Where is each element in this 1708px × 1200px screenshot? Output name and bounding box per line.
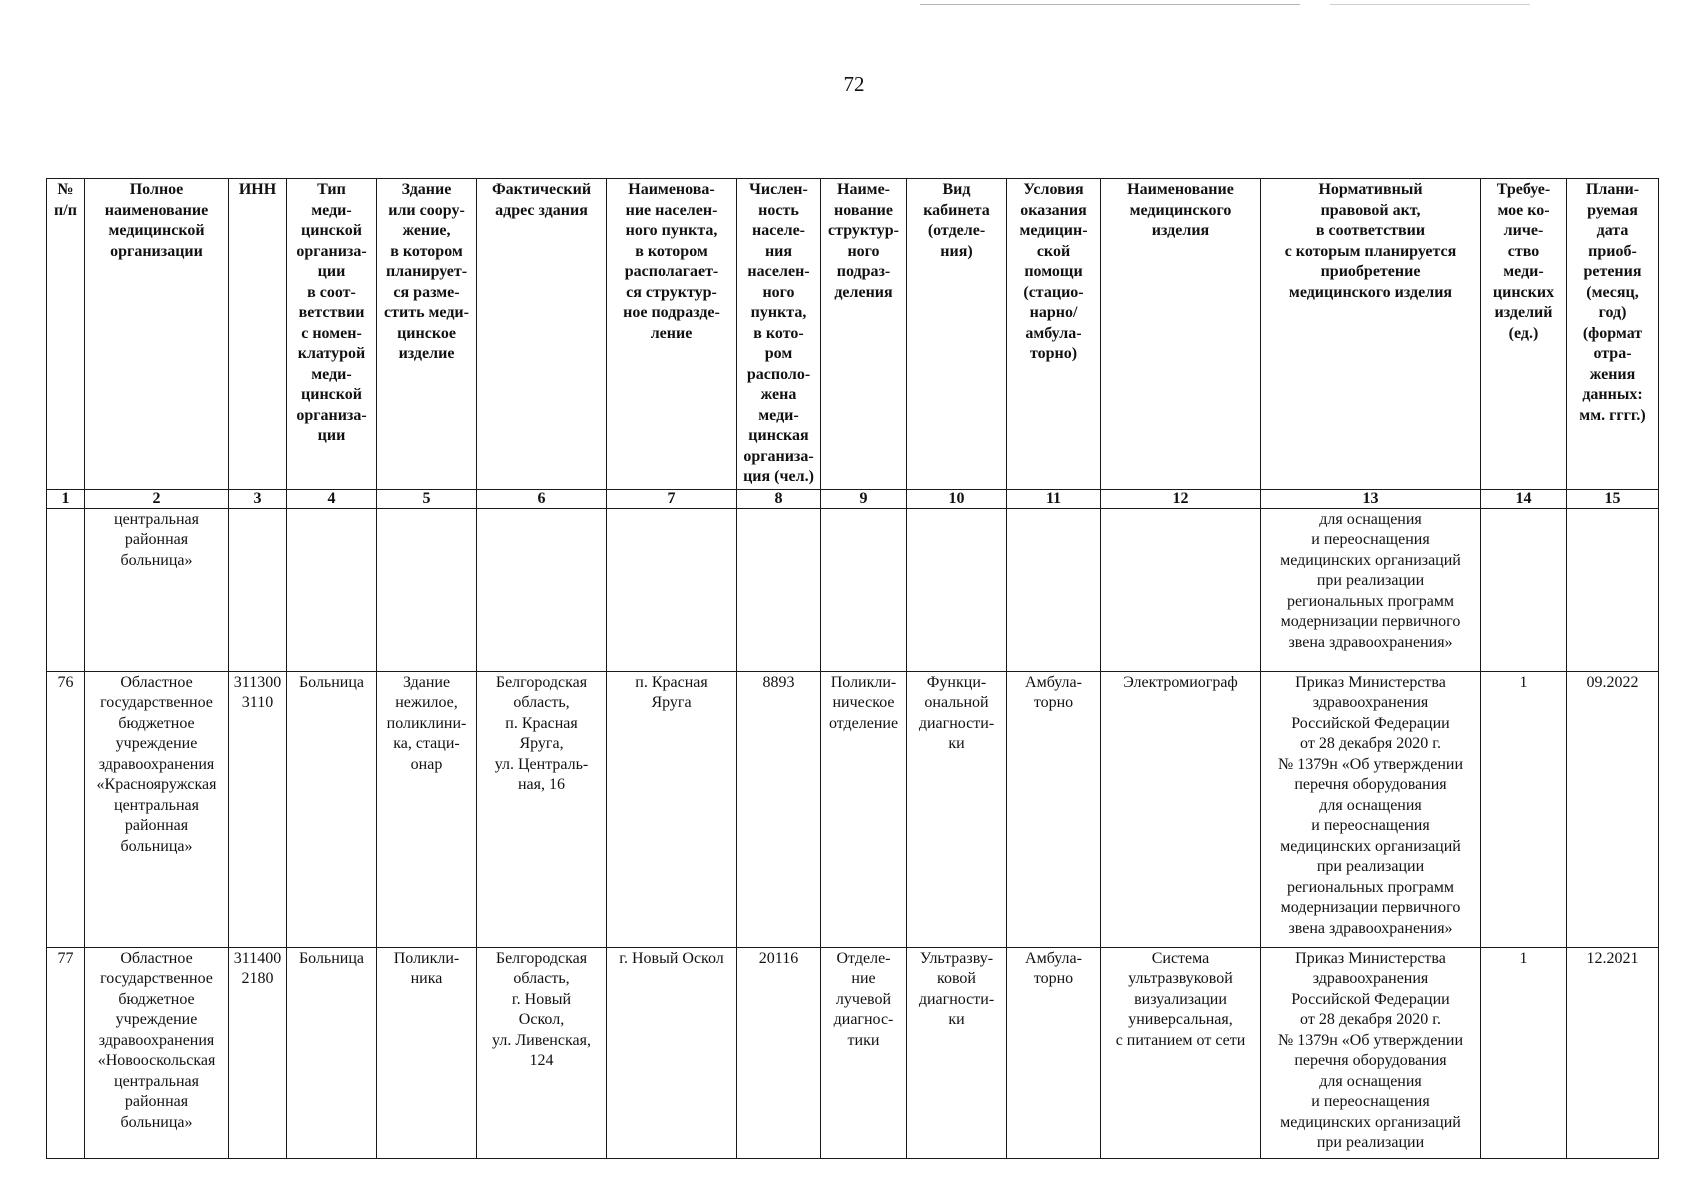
cell-empty — [1481, 508, 1567, 671]
column-number: 10 — [907, 489, 1007, 508]
table-row — [47, 671, 1659, 947]
header-cell-org-name: Полное наименование медицинской организации — [85, 179, 229, 490]
cell-org-name: Областное государственное бюджетное учреждение здравоохранения «Краснояружская центральная районная больница» — [85, 671, 229, 947]
column-number: 3 — [229, 489, 287, 508]
cell-cabinet: Ультразву- ковой диагности- ки — [907, 947, 1007, 1158]
cell-population: 20116 — [737, 947, 821, 1158]
cell-cabinet: Функци- ональной диагности- ки — [907, 671, 1007, 947]
cell-legal-act: Приказ Министерства здравоохранения Российской Федерации от 28 декабря 2020 г. № 1379н «Об утверждении перечня оборудования для оснащения и переоснащения медицинских организаций при реализации — [1261, 947, 1481, 1158]
header-row — [47, 179, 1659, 490]
cell-conditions: Амбула- торно — [1007, 671, 1101, 947]
cell-conditions: Амбула- торно — [1007, 947, 1101, 1158]
column-number: 6 — [477, 489, 607, 508]
header-cell-population: Числен- ность населе- ния населен- ного пункта, в кото- ром располо- жена меди- цинская организа- ция (чел.) — [737, 179, 821, 490]
column-number: 1 — [47, 489, 85, 508]
cell-org-type: Больница — [287, 671, 377, 947]
column-number: 15 — [1567, 489, 1659, 508]
table-row — [47, 947, 1659, 1158]
cell-empty — [47, 508, 85, 671]
header-cell-settlement: Наименова- ние населен- ного пункта, в котором располагает- ся структур- ное подразде- ление — [607, 179, 737, 490]
header-cell-conditions: Условия оказания медицин- ской помощи (стацио- нарно/ амбула- торно) — [1007, 179, 1101, 490]
cell-legal-act: Приказ Министерства здравоохранения Российской Федерации от 28 декабря 2020 г. № 1379н «Об утверждении перечня оборудования для оснащения и переоснащения медицинских организаций при реализации региональных программ модернизации первичного звена здравоохранения» — [1261, 671, 1481, 947]
header-cell-device: Наименование медицинского изделия — [1101, 179, 1261, 490]
column-number: 8 — [737, 489, 821, 508]
header-cell-inn: ИНН — [229, 179, 287, 490]
cell-org-type: Больница — [287, 947, 377, 1158]
cell-empty — [229, 508, 287, 671]
cell-org-name: Областное государственное бюджетное учреждение здравоохранения «Новооскольская центральная районная больница» — [85, 947, 229, 1158]
cell-population: 8893 — [737, 671, 821, 947]
column-number-row — [47, 489, 1659, 508]
cell-legal-act: для оснащения и переоснащения медицинских организаций при реализации региональных программ модернизации первичного звена здравоохранения» — [1261, 508, 1481, 671]
column-number: 9 — [821, 489, 907, 508]
cell-building: Здание нежилое, поликлини- ка, стаци- онар — [377, 671, 477, 947]
cell-empty — [1007, 508, 1101, 671]
cell-date: 12.2021 — [1567, 947, 1659, 1158]
header-cell-address: Фактический адрес здания — [477, 179, 607, 490]
cell-empty — [821, 508, 907, 671]
column-number: 12 — [1101, 489, 1261, 508]
column-number: 11 — [1007, 489, 1101, 508]
cell-division: Поликли- ническое отделение — [821, 671, 907, 947]
column-number: 4 — [287, 489, 377, 508]
cell-empty — [287, 508, 377, 671]
cell-empty — [477, 508, 607, 671]
cell-empty — [607, 508, 737, 671]
cell-settlement: г. Новый Оскол — [607, 947, 737, 1158]
column-number: 13 — [1261, 489, 1481, 508]
cell-empty — [737, 508, 821, 671]
cell-org-name: центральная районная больница» — [85, 508, 229, 671]
cell-number: 76 — [47, 671, 85, 947]
header-cell-legal-act: Нормативный правовой акт, в соответствии с которым планируется приобретение медицинского изделия — [1261, 179, 1481, 490]
header-cell-number: № п/п — [47, 179, 85, 490]
header-cell-building: Здание или соору- жение, в котором планирует- ся разме- стить меди- цинское изделие — [377, 179, 477, 490]
column-number: 7 — [607, 489, 737, 508]
column-number: 14 — [1481, 489, 1567, 508]
cell-quantity: 1 — [1481, 671, 1567, 947]
cell-inn: 311400 2180 — [229, 947, 287, 1158]
cell-quantity: 1 — [1481, 947, 1567, 1158]
cell-device: Система ультразвуковой визуализации универсальная, с питанием от сети — [1101, 947, 1261, 1158]
cell-number: 77 — [47, 947, 85, 1158]
cell-settlement: п. Красная Яруга — [607, 671, 737, 947]
cell-address: Белгородская область, п. Красная Яруга, ул. Централь- ная, 16 — [477, 671, 607, 947]
medical-equipment-table — [46, 178, 1659, 1159]
column-number: 5 — [377, 489, 477, 508]
cell-empty — [1567, 508, 1659, 671]
cell-date: 09.2022 — [1567, 671, 1659, 947]
header-cell-division: Наиме- нование структур- ного подраз- деления — [821, 179, 907, 490]
cell-device: Электромиограф — [1101, 671, 1261, 947]
cell-empty — [907, 508, 1007, 671]
cell-empty — [1101, 508, 1261, 671]
cell-inn: 311300 3110 — [229, 671, 287, 947]
header-cell-org-type: Тип меди- цинской организа- ции в соот- ветствии с номен- клатурой меди- цинской организа- ции — [287, 179, 377, 490]
cell-address: Белгородская область, г. Новый Оскол, ул. Ливенская, 124 — [477, 947, 607, 1158]
cell-building: Поликли- ника — [377, 947, 477, 1158]
scan-artifact-line — [920, 4, 1300, 5]
scan-artifact-line — [1330, 4, 1530, 5]
table-row-continuation — [47, 508, 1659, 671]
header-cell-quantity: Требуе- мое ко- личе- ство меди- цинских изделий (ед.) — [1481, 179, 1567, 490]
cell-empty — [377, 508, 477, 671]
header-cell-date: Плани- руемая дата приоб- ретения (месяц, год) (формат отра- жения данных: мм. гггг.) — [1567, 179, 1659, 490]
cell-division: Отделе- ние лучевой диагнос- тики — [821, 947, 907, 1158]
column-number: 2 — [85, 489, 229, 508]
header-cell-cabinet: Вид кабинета (отделе- ния) — [907, 179, 1007, 490]
page-number: 72 — [843, 72, 865, 96]
